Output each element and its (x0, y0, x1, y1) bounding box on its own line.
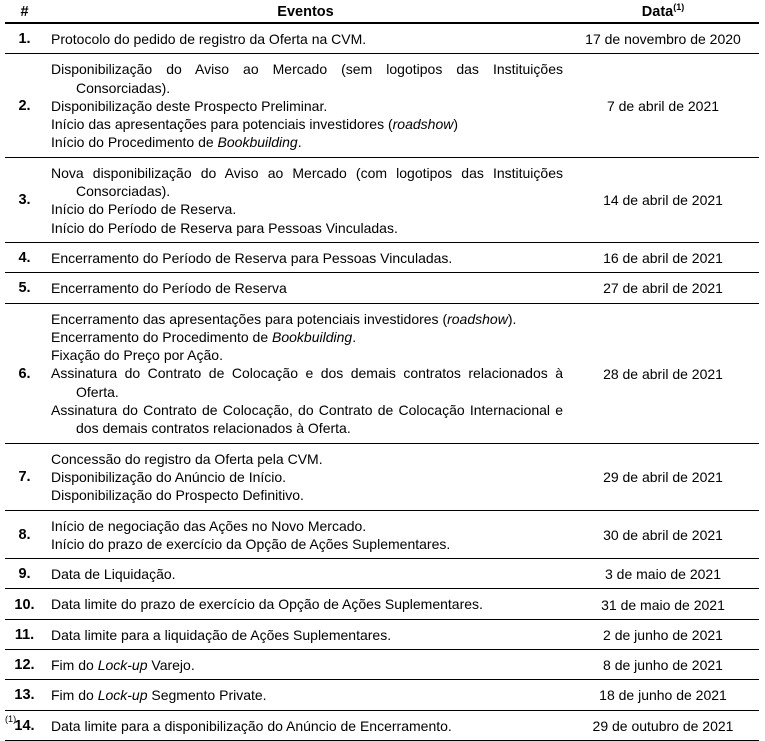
event-line (51, 595, 563, 613)
event-text: Disponibilização do Anúncio de Início. (51, 468, 287, 485)
event-line (51, 249, 563, 267)
row-number: 8. (5, 510, 44, 559)
table-row (5, 23, 759, 54)
event-text: Encerramento do Procedimento de (51, 328, 273, 345)
event-text: Data de Liquidação. (51, 566, 176, 583)
events-schedule-table (5, 2, 759, 741)
footnote-mark: (1) (5, 714, 17, 724)
row-number: 14. (5, 710, 44, 740)
row-events (44, 510, 567, 559)
event-line (51, 486, 563, 504)
header-date-label: Data (641, 4, 674, 20)
event-text: Assinatura do Contrato de Colocação e dos demais contratos relacionados à Oferta. (51, 365, 563, 400)
event-term-italic: roadshow (392, 116, 454, 133)
row-number: 1. (5, 23, 44, 54)
event-text: Início do Período de Reserva para Pessoas Vinculadas. (51, 219, 398, 236)
row-events (44, 650, 567, 680)
table-row (5, 273, 759, 303)
table-row (5, 680, 759, 710)
table-header-row (5, 2, 759, 23)
event-text: Encerramento do Período de Reserva (51, 280, 287, 297)
event-text: Disponibilização do Aviso ao Mercado (sem logotipos das Instituições Consorciadas). (51, 61, 563, 96)
row-events (44, 23, 567, 54)
row-events (44, 443, 567, 510)
row-events (44, 157, 567, 242)
event-text: Início das apresentações para potenciais investidores ( (51, 116, 393, 133)
row-number: 9. (5, 559, 44, 589)
row-number: 11. (5, 619, 44, 649)
event-text: Início do Procedimento de (51, 134, 218, 151)
table-row (5, 157, 759, 242)
event-line (51, 656, 563, 674)
event-line (51, 133, 563, 151)
event-text: Nova disponibilização do Aviso ao Mercado (com logotipos das Instituições Consorciadas). (51, 164, 563, 200)
event-text: Encerramento das apresentações para potenciais investidores ( (51, 310, 448, 327)
table-row (5, 443, 759, 510)
row-events (44, 559, 567, 589)
row-date: 18 de junho de 2021 (567, 680, 759, 710)
table-row (5, 242, 759, 272)
row-date: 29 de outubro de 2021 (567, 710, 759, 740)
event-line (51, 164, 563, 201)
table-body (5, 23, 759, 740)
header-number: # (5, 2, 44, 23)
event-text: Data limite para a disponibilização do Anúncio de Encerramento. (51, 717, 452, 734)
event-line (51, 401, 563, 438)
event-text: Início de negociação das Ações no Novo Mercado. (51, 517, 367, 534)
row-number: 7. (5, 443, 44, 510)
event-text: Varejo. (147, 657, 195, 674)
event-line (51, 686, 563, 704)
event-text: Início do Período de Reserva. (51, 201, 237, 218)
event-term-italic: Bookbuilding (272, 328, 353, 345)
event-text: Encerramento do Período de Reserva para Pessoas Vinculadas. (51, 249, 453, 266)
row-number: 2. (5, 54, 44, 157)
event-line (51, 219, 563, 237)
event-text: Protocolo do pedido de registro da Oferta na CVM. (51, 31, 367, 47)
event-text: . (352, 328, 357, 345)
event-line (51, 565, 563, 583)
event-text: Fim do (51, 657, 98, 674)
event-text: Fim do (51, 687, 98, 704)
table-row (5, 650, 759, 680)
event-text: Início do prazo de exercício da Opção de Ações Suplementares. (51, 535, 451, 552)
row-date: 8 de junho de 2021 (567, 650, 759, 680)
event-term-italic: Lock-up (97, 687, 148, 704)
event-line (51, 364, 563, 401)
row-date: 28 de abril de 2021 (567, 303, 759, 443)
event-text: Disponibilização do Prospecto Definitivo. (51, 487, 304, 504)
event-line (51, 60, 563, 97)
event-text: Fixação do Preço por Ação. (51, 347, 223, 364)
event-text: Data limite do prazo de exercício da Opção de Ações Suplementares. (51, 596, 483, 613)
event-text: ) (453, 116, 459, 133)
row-number: 3. (5, 157, 44, 242)
event-term-italic: roadshow (447, 310, 508, 327)
table-row (5, 619, 759, 649)
header-date-footnote-mark: (1) (673, 2, 685, 13)
event-line (51, 279, 563, 297)
row-date: 29 de abril de 2021 (567, 443, 759, 510)
row-date: 17 de novembro de 2020 (567, 23, 759, 54)
event-line (51, 30, 563, 48)
row-date: 3 de maio de 2021 (567, 559, 759, 589)
row-date: 31 de maio de 2021 (567, 589, 759, 619)
row-date: 7 de abril de 2021 (567, 54, 759, 157)
event-line (51, 328, 563, 346)
event-line (51, 346, 563, 364)
event-text: Concessão do registro da Oferta pela CVM. (51, 450, 323, 467)
event-line (51, 310, 563, 328)
table-row (5, 510, 759, 559)
event-term-italic: Bookbuilding (217, 134, 298, 151)
footnote (5, 714, 759, 730)
row-number: 10. (5, 589, 44, 619)
row-events (44, 303, 567, 443)
row-events (44, 273, 567, 303)
row-number: 4. (5, 242, 44, 272)
event-text: Assinatura do Contrato de Colocação, do Contrato de Colocação Internacional e dos demais contratos relacionados à Oferta. (51, 402, 563, 437)
event-text: Disponibilização deste Prospecto Preliminar. (51, 97, 328, 114)
event-line (51, 468, 563, 486)
event-line (51, 517, 563, 535)
table-row (5, 54, 759, 157)
event-term-italic: Lock-up (97, 657, 148, 674)
event-text: Data limite para a liquidação de Ações Suplementares. (51, 626, 392, 643)
event-line (51, 115, 563, 133)
row-events (44, 589, 567, 619)
event-text: ). (507, 310, 517, 327)
event-line (51, 97, 563, 115)
row-number: 12. (5, 650, 44, 680)
row-events (44, 619, 567, 649)
event-text: Segmento Private. (147, 687, 267, 704)
row-number: 13. (5, 680, 44, 710)
row-date: 27 de abril de 2021 (567, 273, 759, 303)
row-number: 6. (5, 303, 44, 443)
row-date: 2 de junho de 2021 (567, 619, 759, 649)
event-text: . (297, 134, 302, 151)
row-date: 30 de abril de 2021 (567, 510, 759, 559)
row-number: 5. (5, 273, 44, 303)
table-row (5, 559, 759, 589)
table-row (5, 303, 759, 443)
event-line (51, 626, 563, 644)
event-line (51, 535, 563, 553)
row-date: 16 de abril de 2021 (567, 242, 759, 272)
header-date (567, 2, 759, 23)
event-line (51, 450, 563, 468)
row-events (44, 680, 567, 710)
header-events: Eventos (44, 2, 567, 23)
table-row (5, 589, 759, 619)
row-events (44, 242, 567, 272)
row-events (44, 54, 567, 157)
event-line (51, 200, 563, 218)
row-date: 14 de abril de 2021 (567, 157, 759, 242)
